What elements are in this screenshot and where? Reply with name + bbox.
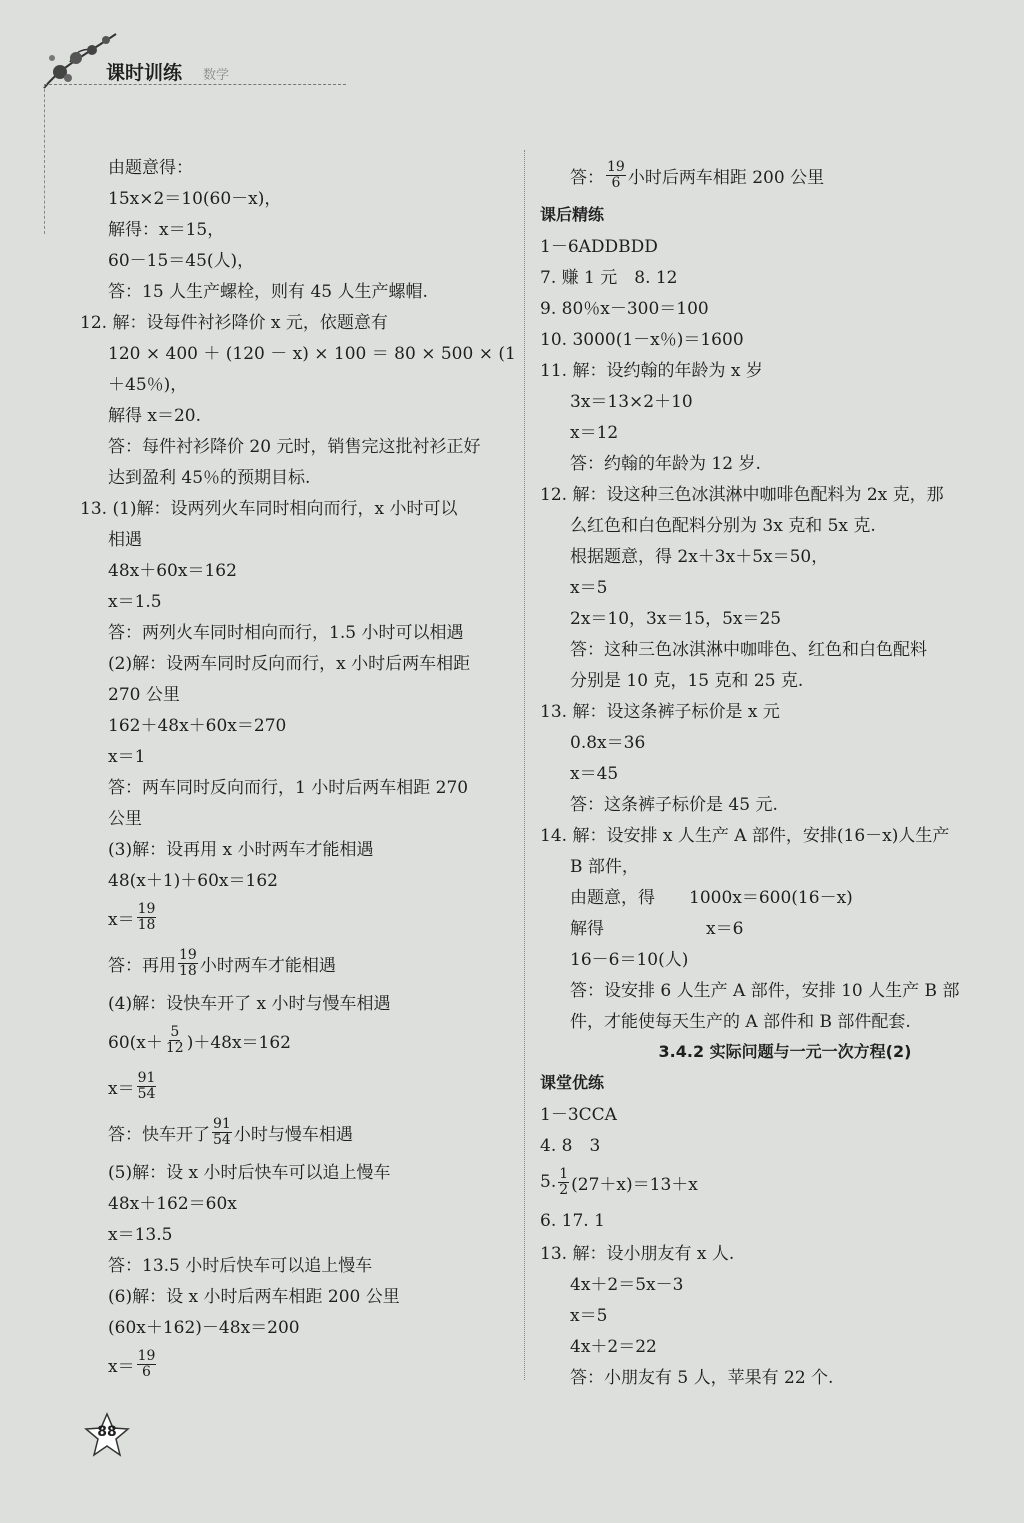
answer-line: x＝13.5	[108, 1225, 173, 1245]
fraction	[165, 1025, 185, 1056]
text: x＝	[108, 1078, 135, 1099]
answer-line: 件，才能使每天生产的 A 部件和 B 部件配套.	[570, 1012, 911, 1032]
denominator: 54	[137, 1085, 156, 1102]
answer-line	[80, 1109, 520, 1155]
text: 小时后两车相距 200 公里	[627, 167, 825, 188]
answer-line: 13. 解：设小朋友有 x 人.	[540, 1244, 735, 1264]
denominator: 54	[213, 1131, 231, 1148]
header-rule	[44, 84, 346, 85]
answer-line: 4x＋2＝22	[570, 1337, 657, 1357]
answer-line: 由题意，得 1000x＝600(16－x)	[570, 888, 853, 908]
answer-line: 2x＝10，3x＝15，5x＝25	[570, 609, 782, 629]
answer-line: (3)解：设再用 x 小时两车才能相遇	[108, 840, 374, 860]
section-heading: 课堂优练	[540, 1073, 605, 1092]
answer-line: 答：13.5 小时后快车可以追上慢车	[108, 1256, 373, 1276]
answer-line: 公里	[108, 809, 142, 829]
answer-line	[540, 1159, 990, 1205]
text: )＋48x＝162	[186, 1032, 291, 1053]
numerator: 19	[179, 946, 197, 963]
answer-line: 答：每件衬衫降价 20 元时，销售完这批衬衫正好	[108, 437, 481, 457]
answer-line: 48x＋162＝60x	[108, 1194, 237, 1214]
fraction	[558, 1167, 569, 1198]
header-subtitle: 数学	[203, 68, 230, 83]
numerator: 19	[607, 158, 625, 175]
answer-line: 60－15＝45(人)，	[108, 251, 255, 271]
answer-line: x＝1	[108, 747, 146, 767]
answer-line: (5)解：设 x 小时后快车可以追上慢车	[108, 1163, 391, 1183]
denominator: 12	[165, 1039, 184, 1056]
fraction	[137, 1349, 157, 1380]
text: 小时两车才能相遇	[199, 955, 336, 976]
section-title: 3.4.2 实际问题与一元一次方程(2)	[658, 1042, 912, 1061]
section-heading: 课后精练	[540, 205, 605, 224]
answer-line: 7. 赚 1 元 8. 12	[540, 268, 678, 288]
answer-line: 么红色和白色配料分别为 3x 克和 5x 克.	[570, 516, 876, 536]
denominator: 18	[137, 916, 156, 933]
margin-rule	[44, 84, 45, 234]
fraction	[606, 160, 626, 191]
denominator: 6	[142, 1363, 151, 1380]
column-divider	[524, 150, 525, 1380]
fraction	[137, 902, 157, 933]
text: x＝	[108, 1356, 135, 1377]
answer-line: 答：约翰的年龄为 12 岁.	[570, 454, 761, 474]
page-header	[40, 28, 350, 98]
text: 60(x＋	[108, 1032, 163, 1053]
answer-line: 12. 解：设这种三色冰淇淋中咖啡色配料为 2x 克，那	[540, 485, 944, 505]
fraction	[137, 1071, 157, 1102]
answer-line: 相遇	[108, 530, 142, 550]
answer-line	[80, 894, 520, 940]
answer-line: (2)解：设两车同时反向而行，x 小时后两车相距	[108, 654, 471, 674]
answer-line	[80, 940, 520, 986]
text: 答：再用	[108, 955, 176, 976]
answer-line: x＝1.5	[108, 592, 162, 612]
right-column	[540, 152, 990, 1391]
answer-line: 13. 解：设这条裤子标价是 x 元	[540, 702, 780, 722]
answer-line: 答：这条裤子标价是 45 元.	[570, 795, 778, 815]
answer-line: 10. 3000(1－x％)＝1600	[540, 330, 744, 350]
answer-line: (4)解：设快车开了 x 小时与慢车相遇	[108, 994, 391, 1014]
text: (27＋x)＝13＋x	[571, 1174, 698, 1195]
answer-line: x＝5	[570, 578, 608, 598]
answer-line: 解得 x＝6	[570, 919, 744, 939]
denominator: 2	[559, 1181, 569, 1198]
answer-line: 13. (1)解：设两列火车同时相向而行，x 小时可以	[80, 499, 458, 519]
answer-line: 3x＝13×2＋10	[570, 392, 693, 412]
answer-line: 1－3CCA	[540, 1105, 617, 1125]
answer-line	[80, 1063, 520, 1109]
answer-line: 答：15 人生产螺栓，则有 45 人生产螺帽.	[108, 282, 428, 302]
text: 答：	[570, 167, 604, 188]
answer-line: ＋45％)，	[108, 375, 188, 395]
denominator: 6	[611, 174, 621, 191]
numerator: 91	[213, 1115, 231, 1132]
answer-line: 4x＋2＝5x－3	[570, 1275, 684, 1295]
text: 5.	[540, 1172, 557, 1192]
answer-line: 由题意得：	[108, 158, 193, 178]
answer-line: 4. 8 3	[540, 1136, 601, 1156]
answer-line: 答：这种三色冰淇淋中咖啡色、红色和白色配料	[570, 640, 927, 660]
numerator: 19	[137, 1347, 156, 1364]
answer-line: 162＋48x＋60x＝270	[108, 716, 287, 736]
answer-line: 16－6＝10(人)	[570, 950, 689, 970]
numerator: 91	[137, 1069, 156, 1086]
answer-line: 1－6ADDBDD	[540, 237, 658, 257]
answer-line: x＝45	[570, 764, 619, 784]
text: x＝	[108, 909, 135, 930]
numerator: 5	[170, 1023, 180, 1040]
left-column	[80, 150, 520, 1387]
answer-line	[80, 1341, 520, 1387]
answer-line: 9. 80％x－300＝100	[540, 299, 709, 319]
answer-line: 分别是 10 克，15 克和 25 克.	[570, 671, 804, 691]
answer-line: x＝12	[570, 423, 619, 443]
answer-line: (60x＋162)－48x＝200	[108, 1318, 300, 1338]
answer-line: 48(x＋1)＋60x＝162	[108, 871, 278, 891]
numerator: 1	[559, 1165, 569, 1182]
answer-line	[80, 1017, 520, 1063]
answer-line: 解得 x＝20.	[108, 406, 202, 426]
answer-line: B 部件，	[570, 857, 639, 877]
answer-line: x＝5	[570, 1306, 608, 1326]
answer-line: 120 × 400 ＋ (120 － x) × 100 ＝ 80 × 500 × (1	[108, 344, 516, 364]
answer-line: 答：两列火车同时相向而行，1.5 小时可以相遇	[108, 623, 464, 643]
fraction	[178, 948, 198, 979]
answer-line: 15x×2＝10(60－x)，	[108, 189, 282, 209]
answer-line: 14. 解：设安排 x 人生产 A 部件，安排(16－x)人生产	[540, 826, 950, 846]
denominator: 18	[179, 962, 197, 979]
page-number: 88	[97, 1424, 117, 1440]
answer-line: 答：两车同时反向而行，1 小时后两车相距 270	[108, 778, 469, 798]
answer-line: 答：小朋友有 5 人，苹果有 22 个.	[570, 1368, 834, 1388]
answer-line: 根据题意，得 2x＋3x＋5x＝50，	[570, 547, 829, 567]
answer-line: 解得：x＝15，	[108, 220, 225, 240]
text: 答：快车开了	[108, 1124, 210, 1145]
fraction	[212, 1117, 232, 1148]
answer-line: 0.8x＝36	[570, 733, 646, 753]
numerator: 19	[137, 900, 156, 917]
answer-line: 6. 17. 1	[540, 1210, 605, 1231]
text: 小时与慢车相遇	[233, 1124, 353, 1145]
answer-line	[540, 152, 990, 198]
answer-line: (6)解：设 x 小时后两车相距 200 公里	[108, 1287, 400, 1307]
answer-line: 答：设安排 6 人生产 A 部件，安排 10 人生产 B 部	[570, 981, 960, 1001]
answer-line: 270 公里	[108, 685, 180, 705]
answer-line: 11. 解：设约翰的年龄为 x 岁	[540, 361, 763, 381]
answer-line: 12. 解：设每件衬衫降价 x 元，依题意有	[80, 313, 388, 333]
answer-line: 48x＋60x＝162	[108, 561, 237, 581]
header-title: 课时训练	[106, 62, 183, 84]
answer-line: 达到盈利 45％的预期目标.	[108, 468, 311, 488]
